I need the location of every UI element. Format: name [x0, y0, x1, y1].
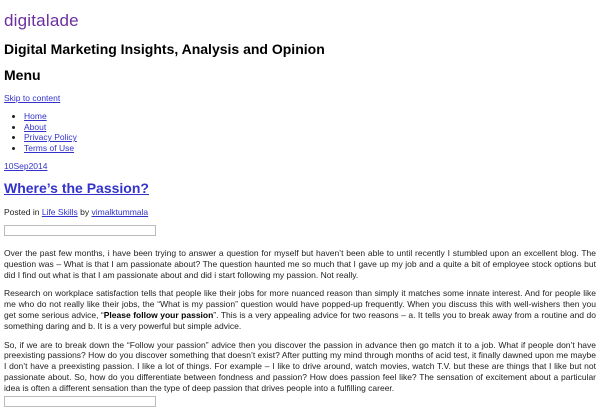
paragraph-3: So, if we are to break down the “Follow your passion” advice then you discover the passion in advance then go match it to a job. What if people don’t have preexisting passions? How do you discover something that doesn’t exist? After putting my mind through months of acid test, it finally dawned upon me maybe I don’t have a preexisting passion. I like a lot of things. For example – I like to drive around, watch movies, watch T.V. but these are things that I like but not passionate about. So, how do you differentiate between fondness and passion? How does passion feel like? The sensation of excitement about a particular idea is often a different sensation than the type of deep passion that drives people into a fulfilling career.: [4, 339, 596, 393]
nav-item-home: [24, 111, 77, 122]
category-link[interactable]: Life Skills: [41, 207, 78, 217]
menu-heading[interactable]: Menu: [4, 67, 41, 83]
site-title-link[interactable]: digitalade: [4, 11, 79, 30]
nav-item-about: [24, 122, 77, 133]
post-date-link[interactable]: 10Sep2014: [4, 161, 48, 171]
post-content: [4, 248, 596, 402]
posted-in-label: Posted in: [4, 207, 40, 217]
site-tagline: Digital Marketing Insights, Analysis and Opinion: [4, 41, 325, 57]
main-nav: [4, 111, 77, 153]
author-link[interactable]: vimalktummala: [91, 207, 149, 217]
paragraph-2: [4, 288, 596, 331]
nav-link-home[interactable]: Home: [24, 111, 47, 121]
nav-item-privacy-policy: [24, 132, 77, 143]
by-label: by: [80, 207, 90, 217]
nav-link-about[interactable]: About: [24, 121, 47, 132]
share-widget-box[interactable]: [4, 225, 156, 236]
nav-item-terms-of-use: [24, 143, 77, 154]
skip-to-content-link[interactable]: Skip to content: [4, 93, 61, 103]
post-title: [4, 180, 149, 196]
post-title-link[interactable]: Where’s the Passion?: [4, 180, 149, 196]
paragraph-1: Over the past few months, i have been trying to answer a question for myself but haven’t been able to until recently I stumbled upon an excellent blog. The question was – What is that I am passionate about? The question haunted me so much that I gave up my job and a quite a bit of employee stock options but did I find out what is that I am passionate about and did i start following my passion. Not really.: [4, 248, 596, 280]
nav-link-privacy-policy[interactable]: Privacy Policy: [24, 132, 77, 142]
paragraph-2-text-a: Research on workplace satisfaction tells that people like their jobs for more nuanced reason than simply it matches some innate interest. And for people like me who do not really like their jobs, the “What is my passion” question would have popped-up frequently. When you discuss this with well-wishers then you get some serious advice, “: [4, 288, 596, 320]
post-meta: [4, 207, 148, 217]
bottom-widget-box[interactable]: [4, 396, 156, 407]
nav-link-terms-of-use[interactable]: Terms of Use: [24, 142, 75, 153]
paragraph-2-text-b: ”. This is a very appealing advice for two reasons – a. It tells you to break away from a routine and do something daring and b. It is a very powerful but simple advice.: [4, 309, 596, 331]
paragraph-2-emphasis: Please follow your passion: [103, 309, 214, 320]
